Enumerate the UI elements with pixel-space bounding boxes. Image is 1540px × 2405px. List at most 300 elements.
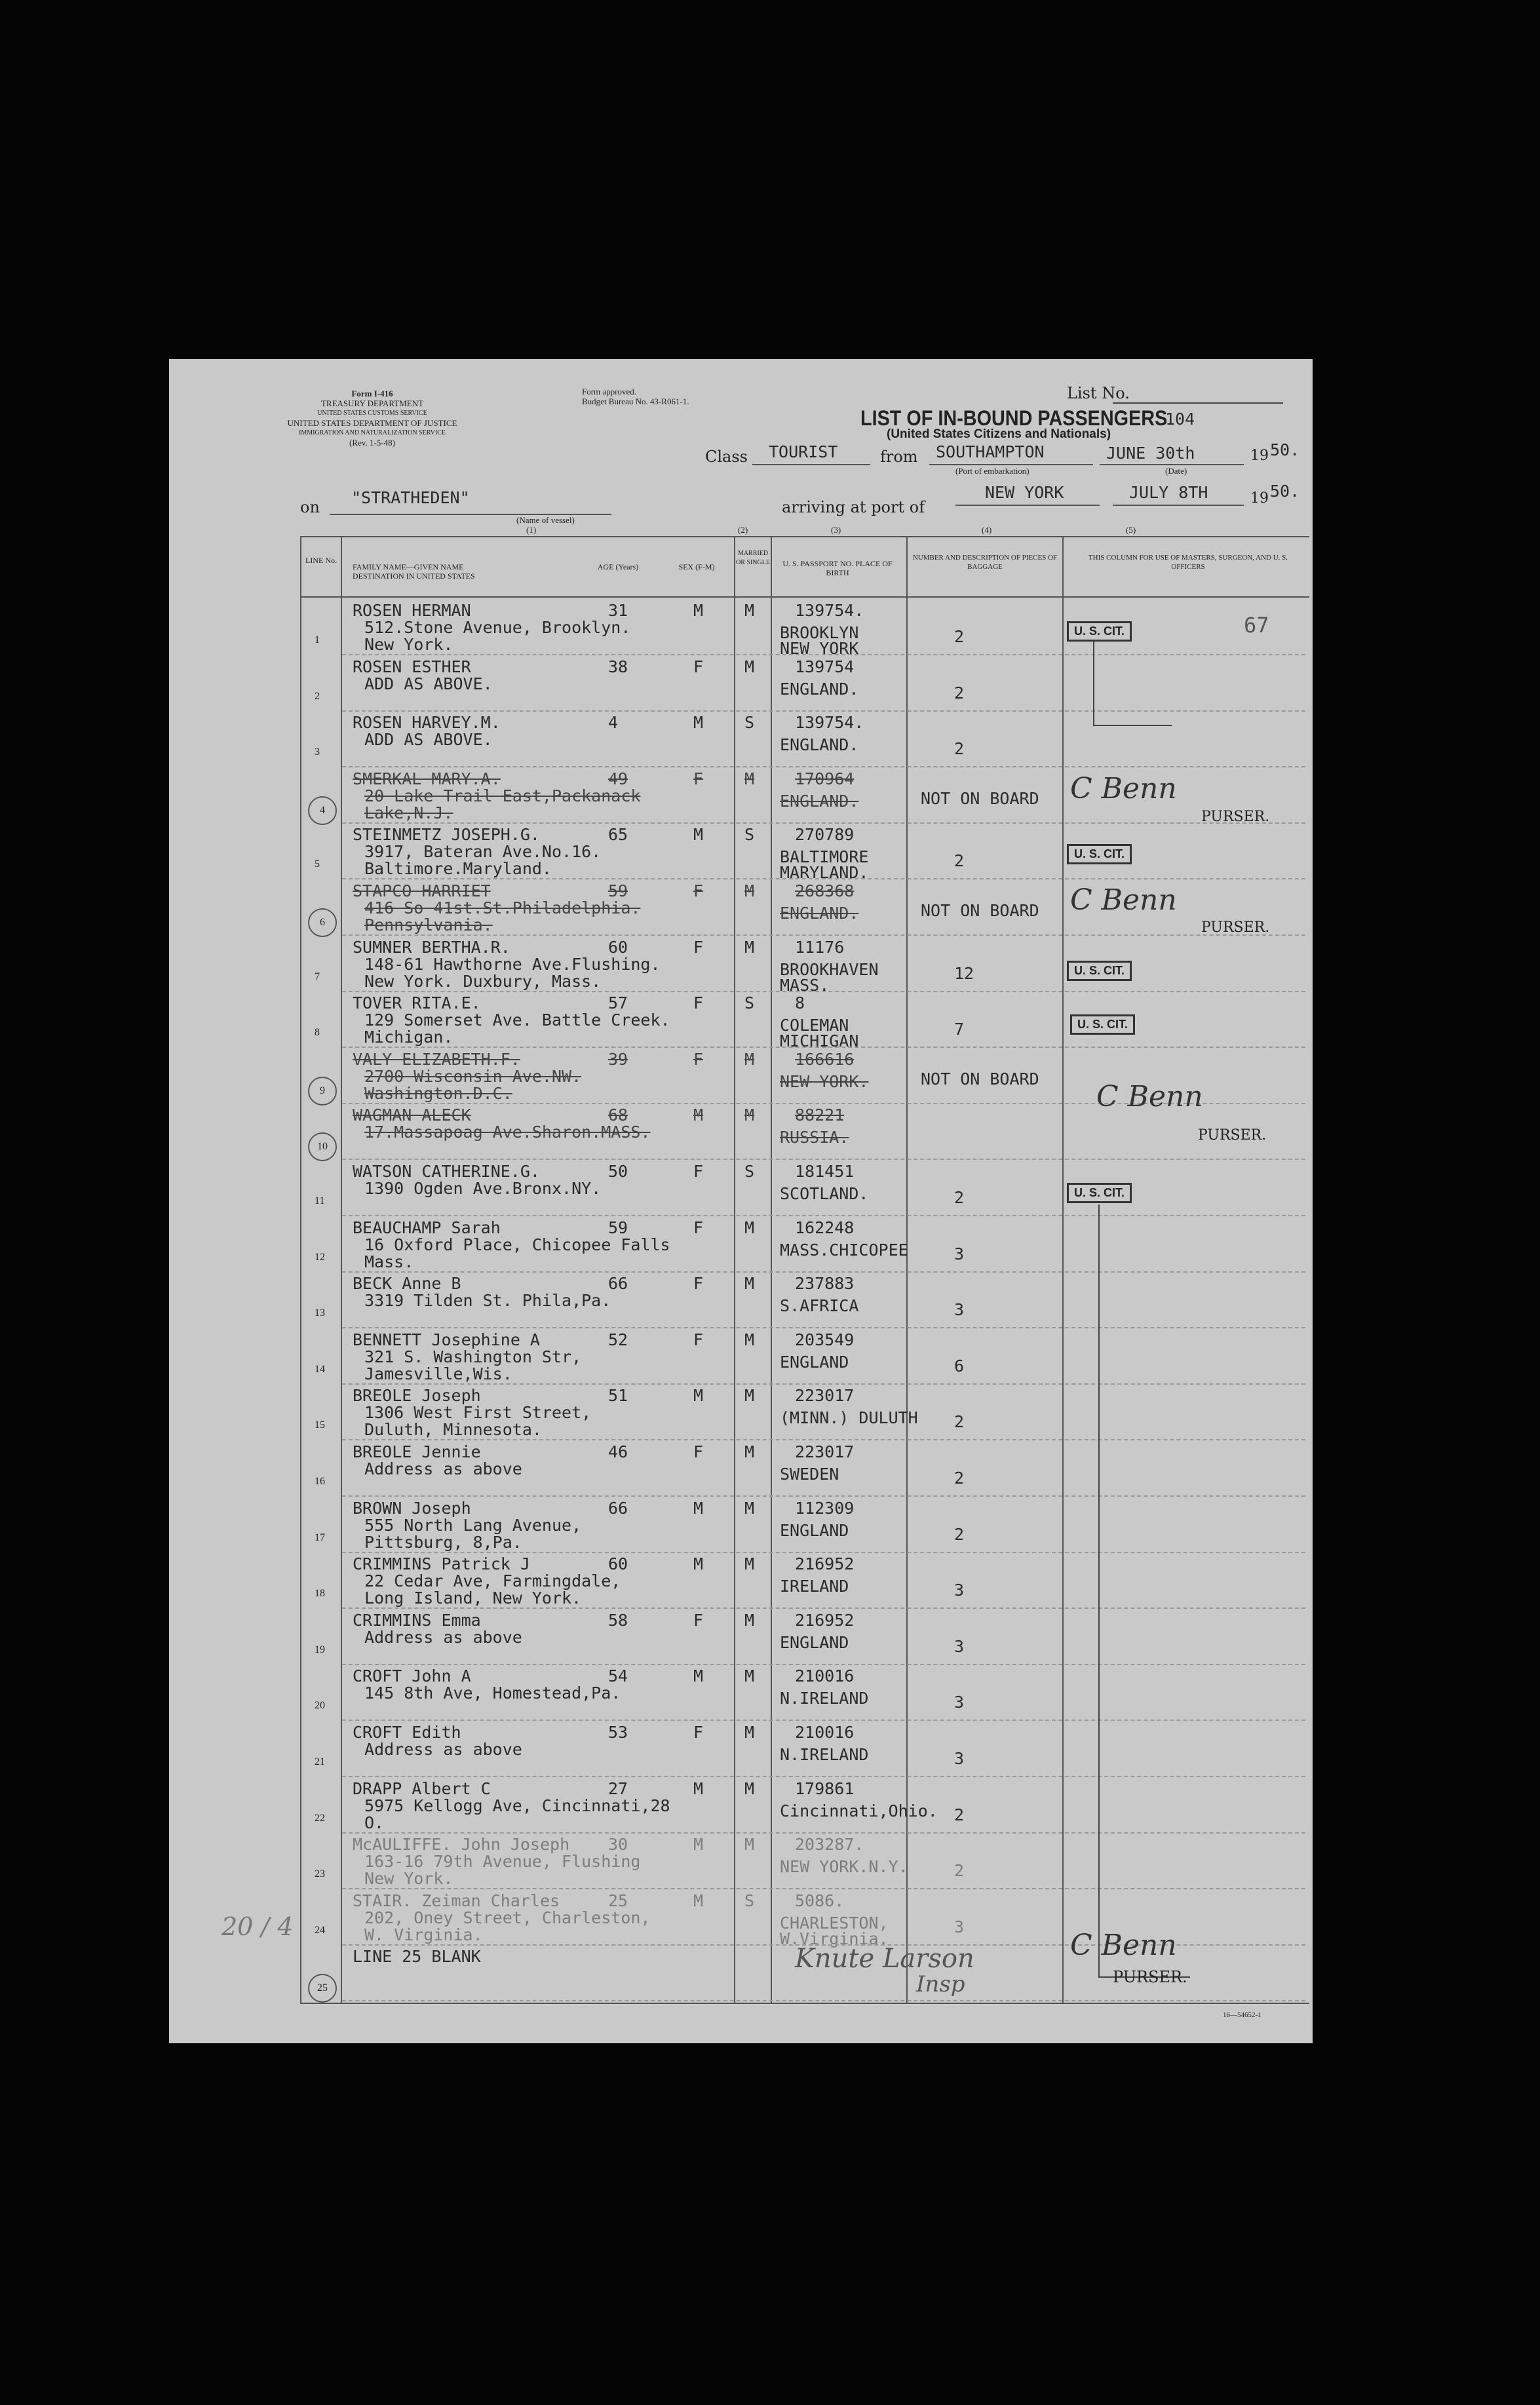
embark-underline — [929, 464, 1093, 465]
purser-label: PURSER. — [1113, 1968, 1187, 1986]
address-line-2: Long Island, New York. — [364, 1588, 582, 1607]
baggage: 3 — [954, 1693, 965, 1712]
row-rule — [342, 710, 1305, 712]
passenger-sex: F — [693, 1442, 704, 1461]
passenger-name: BROWN Joseph — [353, 1499, 471, 1518]
row-rule — [342, 1159, 1305, 1160]
passport-number: 270789 — [795, 825, 855, 844]
passenger-sex: M — [693, 1779, 704, 1798]
date-underline — [1100, 464, 1244, 465]
passport-number: 223017 — [795, 1386, 855, 1405]
passenger-age: 57 — [608, 993, 628, 1012]
passenger-age: 54 — [608, 1666, 628, 1685]
passport-number: 216952 — [795, 1611, 855, 1630]
birth-place: MASS.CHICOPEE — [780, 1241, 908, 1260]
line-number: 13 — [315, 1307, 325, 1318]
embark-caption: (Port of embarkation) — [955, 466, 1030, 476]
address-line-1: 148-61 Hawthorne Ave.Flushing. — [364, 955, 661, 974]
passenger-name: ROSEN ESTHER — [353, 657, 471, 676]
passport-number: 210016 — [795, 1666, 855, 1685]
bracket-line — [1093, 725, 1172, 726]
address-line-2: Mass. — [364, 1252, 414, 1271]
baggage: 2 — [954, 1861, 965, 1880]
row-rule — [342, 1495, 1305, 1497]
birth-place: N.IRELAND — [780, 1745, 869, 1764]
birth-place-2: MICHIGAN — [780, 1031, 859, 1050]
col-divider — [300, 536, 301, 2004]
row-rule — [342, 934, 1305, 936]
col-divider — [906, 536, 908, 2004]
address-line-1: 555 North Lang Avenue, — [364, 1516, 582, 1535]
passport-number: 88221 — [795, 1106, 845, 1125]
date-arrive: JULY 8TH — [1129, 483, 1208, 502]
baggage: 3 — [954, 1581, 965, 1600]
passport-number: 179861 — [795, 1779, 855, 1798]
passenger-name: CRIMMINS Patrick J — [353, 1554, 530, 1573]
header-sex: SEX (F-M) — [678, 562, 715, 571]
table-top-rule — [300, 536, 1309, 537]
address-line-2: Pittsburg, 8,Pa. — [364, 1533, 522, 1552]
passenger-sex: M — [693, 825, 704, 844]
continuation-line — [1098, 1204, 1100, 1978]
us-cit-stamp: U. S. CIT. — [1070, 1014, 1135, 1035]
marital-status: M — [744, 1218, 755, 1237]
address-line-1: 145 8th Ave, Homestead,Pa. — [364, 1684, 621, 1703]
form-ins: IMMIGRATION AND NATURALIZATION SERVICE — [299, 429, 446, 436]
row-rule — [342, 822, 1305, 824]
us-cit-stamp: U. S. CIT. — [1067, 621, 1132, 642]
passenger-name: VALY ELIZABETH.F. — [353, 1050, 520, 1069]
passenger-sex: M — [693, 1835, 704, 1854]
birth-place: BROOKHAVEN — [780, 960, 879, 979]
list-no-label: List No. — [1067, 384, 1130, 402]
port-embarkation: SOUTHAMPTON — [936, 442, 1045, 461]
birth-place: NEW YORK. — [780, 1072, 869, 1091]
passenger-age: 50 — [608, 1162, 628, 1181]
passenger-name: BENNETT Josephine A — [353, 1330, 540, 1349]
birth-place-2: NEW YORK — [780, 639, 859, 658]
marital-status: M — [744, 769, 755, 788]
birth-place-2: MARYLAND. — [780, 863, 869, 882]
year-prefix-2: 19 — [1250, 490, 1269, 507]
address-line-1: Address as above — [364, 1628, 522, 1647]
passenger-sex: M — [693, 1499, 704, 1518]
baggage: 2 — [954, 1412, 965, 1431]
passenger-name: CROFT John A — [353, 1666, 471, 1685]
passenger-age: 38 — [608, 657, 628, 676]
birth-place: BROOKLYN — [780, 623, 859, 642]
line-number: 16 — [315, 1476, 325, 1487]
marital-status: M — [744, 1779, 755, 1798]
form-justice: UNITED STATES DEPARTMENT OF JUSTICE — [287, 418, 457, 428]
address-line-1: 163-16 79th Avenue, Flushing — [364, 1852, 641, 1871]
baggage: NOT ON BOARD — [921, 789, 1039, 808]
marital-status: M — [744, 881, 755, 900]
birth-place: RUSSIA. — [780, 1128, 849, 1147]
line-number: 20 — [315, 1700, 325, 1711]
passport-number: 210016 — [795, 1723, 855, 1742]
marital-status: S — [744, 713, 755, 732]
passenger-sex: M — [693, 713, 704, 732]
header-married: MARRIED OR SINGLE — [736, 550, 770, 566]
baggage: 2 — [954, 683, 965, 702]
passenger-age: 66 — [608, 1499, 628, 1518]
year-prefix: 19 — [1250, 448, 1269, 464]
birth-place: ENGLAND — [780, 1633, 849, 1652]
marital-status: S — [744, 993, 755, 1012]
passenger-name: TOVER RITA.E. — [353, 993, 481, 1012]
baggage: 12 — [954, 964, 974, 983]
passport-number: 139754. — [795, 601, 864, 620]
address-line-2: Michigan. — [364, 1028, 453, 1047]
row-rule — [342, 1832, 1305, 1834]
row-rule — [342, 1552, 1305, 1553]
passenger-sex: F — [693, 993, 704, 1012]
passport-number: 203287. — [795, 1835, 864, 1854]
baggage: NOT ON BOARD — [921, 901, 1039, 920]
birth-place: ENGLAND. — [780, 735, 859, 754]
address-line-1: 2700 Wisconsin Ave.NW. — [364, 1067, 582, 1086]
row-rule — [342, 1776, 1305, 1777]
address-line-2: Baltimore.Maryland. — [364, 859, 552, 878]
form-block — [274, 389, 471, 448]
col-index-5: (5) — [1126, 525, 1136, 535]
line-number: 19 — [315, 1644, 325, 1655]
line-number: 14 — [315, 1364, 325, 1375]
marital-status: M — [744, 601, 755, 620]
passenger-sex: F — [693, 1218, 704, 1237]
passport-number: 112309 — [795, 1499, 855, 1518]
passenger-name: ROSEN HARVEY.M. — [353, 713, 501, 732]
address-line-1: 16 Oxford Place, Chicopee Falls — [364, 1235, 670, 1254]
address-line-2: O. — [364, 1813, 385, 1832]
year-depart: 50. — [1270, 440, 1300, 459]
col-divider — [734, 536, 735, 2004]
line-number: 12 — [315, 1252, 325, 1263]
birth-place: Cincinnati,Ohio. — [780, 1801, 938, 1820]
address-line-1: 1306 West First Street, — [364, 1403, 592, 1422]
table-bottom-rule — [300, 2003, 1309, 2004]
passenger-name: CRIMMINS Emma — [353, 1611, 481, 1630]
baggage: 2 — [954, 1805, 965, 1824]
passenger-name: BEAUCHAMP Sarah — [353, 1218, 501, 1237]
passenger-age: 39 — [608, 1050, 628, 1069]
passenger-name: CROFT Edith — [353, 1723, 461, 1742]
passenger-age: 51 — [608, 1386, 628, 1405]
baggage: 6 — [954, 1356, 965, 1376]
address-line-1: 416 So 41st.St.Philadelphia. — [364, 898, 641, 917]
passenger-sex: M — [693, 1386, 704, 1405]
birth-place: N.IRELAND — [780, 1689, 869, 1708]
header-age: AGE (Years) — [597, 562, 639, 571]
address-line-1: 3917, Bateran Ave.No.16. — [364, 842, 602, 861]
passport-number: 237883 — [795, 1274, 855, 1293]
passenger-age: 53 — [608, 1723, 628, 1742]
list-number: 104 — [1165, 410, 1195, 429]
page-subtitle: (United States Citizens and Nationals) — [887, 427, 1111, 441]
passenger-age: 59 — [608, 881, 628, 900]
address-line-2: Jamesville,Wis. — [364, 1364, 512, 1383]
passport-number: 216952 — [795, 1554, 855, 1573]
row-rule — [342, 1327, 1305, 1328]
arrive-date-underline — [1113, 505, 1244, 506]
passenger-age: 4 — [608, 713, 619, 732]
passenger-age: 58 — [608, 1611, 628, 1630]
purser-signature: C Benn — [1070, 883, 1177, 917]
passenger-age: 30 — [608, 1835, 628, 1854]
row-rule — [342, 1720, 1305, 1721]
passenger-age: 49 — [608, 769, 628, 788]
passport-number: 139754 — [795, 657, 855, 676]
baggage: 7 — [954, 1020, 965, 1039]
line-number: 5 — [315, 858, 320, 870]
address-line-2: W. Virginia. — [364, 1925, 483, 1944]
line-number: 3 — [315, 746, 320, 758]
line-number: 11 — [315, 1195, 325, 1206]
passenger-sex: F — [693, 1330, 704, 1349]
arriving-label: arriving at port of — [782, 498, 925, 516]
row-rule — [342, 1439, 1305, 1440]
passenger-age: 52 — [608, 1330, 628, 1349]
row-rule — [342, 1047, 1305, 1048]
col-index-1: (1) — [526, 525, 537, 535]
year-arrive: 50. — [1270, 482, 1300, 501]
birth-place: COLEMAN — [780, 1016, 849, 1035]
row-rule — [342, 654, 1305, 655]
header-name: FAMILY NAME—GIVEN NAME DESTINATION IN UNITED STATES — [353, 562, 475, 581]
header-baggage: NUMBER AND DESCRIPTION OF PIECES OF BAGGAGE — [912, 554, 1058, 571]
address-line-1: 20 Lake Trail East,Packanack — [364, 786, 641, 805]
page-title: LIST OF IN-BOUND PASSENGERS — [860, 406, 1168, 430]
passport-number: 139754. — [795, 713, 864, 732]
us-cit-stamp: U. S. CIT. — [1067, 961, 1132, 981]
row-rule — [342, 2000, 1305, 2001]
line-number: 21 — [315, 1756, 325, 1767]
inspector-signature: Knute Larson — [795, 1944, 974, 1974]
birth-place: SCOTLAND. — [780, 1184, 869, 1203]
passenger-sex: F — [693, 1162, 704, 1181]
col-divider — [1062, 536, 1064, 2004]
class-value: TOURIST — [769, 442, 838, 461]
baggage: 2 — [954, 627, 965, 646]
col-index-3: (3) — [831, 525, 841, 535]
marital-status: S — [744, 825, 755, 844]
col-index-4: (4) — [982, 525, 992, 535]
baggage: 2 — [954, 1188, 965, 1207]
purser-signature: C Benn — [1070, 1929, 1177, 1962]
passenger-sex: F — [693, 1050, 704, 1069]
address-line-1: 129 Somerset Ave. Battle Creek. — [364, 1010, 670, 1029]
address-line-2: Duluth, Minnesota. — [364, 1420, 542, 1439]
passenger-age: 60 — [608, 938, 628, 957]
address-line-2: New York. — [364, 635, 453, 654]
on-label: on — [300, 498, 320, 516]
passenger-age: 68 — [608, 1106, 628, 1125]
passenger-sex: M — [693, 1554, 704, 1573]
date-depart: JUNE 30th — [1106, 444, 1195, 463]
baggage: 2 — [954, 1525, 965, 1544]
purser-label: PURSER. — [1198, 1127, 1267, 1144]
birth-place: ENGLAND — [780, 1521, 849, 1540]
address-line-2: Pennsylvania. — [364, 915, 493, 934]
birth-place-2: MASS. — [780, 976, 830, 995]
header-officers: THIS COLUMN FOR USE OF MASTERS, SURGEON, AND U. S. OFFICERS — [1088, 554, 1288, 571]
line-number: 6 — [308, 908, 337, 937]
passenger-age: 46 — [608, 1442, 628, 1461]
marital-status: M — [744, 1499, 755, 1518]
form-rev: (Rev. 1-5-48) — [349, 438, 395, 448]
approval-block — [582, 387, 689, 406]
line-number: 23 — [315, 1868, 325, 1879]
passport-number: 11176 — [795, 938, 845, 957]
address-line-1: Address as above — [364, 1740, 522, 1759]
row-rule — [342, 1664, 1305, 1665]
address-line-1: 1390 Ogden Ave.Bronx.NY. — [364, 1179, 602, 1198]
bracket-line — [1093, 641, 1094, 726]
line-number: 25 — [308, 1974, 337, 2003]
address-line-1: 3319 Tilden St. Phila,Pa. — [364, 1291, 611, 1310]
line-number: 9 — [308, 1077, 337, 1106]
class-underline — [752, 464, 870, 465]
passenger-name: McAULIFFE. John Joseph — [353, 1835, 570, 1854]
passport-number: 166616 — [795, 1050, 855, 1069]
row-rule — [342, 1215, 1305, 1216]
passenger-sex: M — [693, 1891, 704, 1910]
address-line-2: Lake,N.J. — [364, 803, 453, 822]
line-number: 24 — [315, 1925, 325, 1936]
passenger-sex: F — [693, 769, 704, 788]
passenger-sex: M — [693, 1106, 704, 1125]
col-index-2: (2) — [738, 525, 748, 535]
birth-place: ENGLAND. — [780, 792, 859, 811]
address-line-2: Washington.D.C. — [364, 1084, 512, 1103]
passenger-age: 66 — [608, 1274, 628, 1293]
passenger-name: BREOLE Joseph — [353, 1386, 481, 1405]
col-divider — [341, 536, 342, 2004]
marital-status: M — [744, 1442, 755, 1461]
passport-number: 181451 — [795, 1162, 855, 1181]
address-line-1: 5975 Kellogg Ave, Cincinnati,28 — [364, 1796, 670, 1815]
baggage: 3 — [954, 1244, 965, 1263]
address-line-1: 22 Cedar Ave, Farmingdale, — [364, 1571, 621, 1590]
line-number: 7 — [315, 971, 320, 982]
marital-status: S — [744, 1162, 755, 1181]
marital-status: M — [744, 1330, 755, 1349]
row-rule — [342, 878, 1305, 879]
passenger-name: ROSEN HERMAN — [353, 601, 471, 620]
passenger-age: 60 — [608, 1554, 628, 1573]
line-number: 18 — [315, 1588, 325, 1599]
form-customs: UNITED STATES CUSTOMS SERVICE — [317, 410, 427, 417]
address-line-1: 202, Oney Street, Charleston, — [364, 1908, 651, 1927]
row-rule — [342, 1271, 1305, 1273]
passenger-age: 65 — [608, 825, 628, 844]
class-label: Class — [705, 448, 748, 466]
address-line-1: ADD AS ABOVE. — [364, 730, 493, 749]
address-line-2: New York. — [364, 1869, 453, 1888]
row-rule — [342, 766, 1305, 767]
vessel-caption: (Name of vessel) — [516, 515, 575, 525]
passport-number: 170964 — [795, 769, 855, 788]
birth-place: ENGLAND — [780, 1353, 849, 1372]
marital-status: M — [744, 938, 755, 957]
passenger-sex: F — [693, 1723, 704, 1742]
us-cit-stamp: U. S. CIT. — [1067, 844, 1132, 864]
marital-status: M — [744, 1666, 755, 1685]
marital-status: M — [744, 657, 755, 676]
purser-label: PURSER. — [1201, 919, 1270, 936]
birth-place: CHARLESTON, — [780, 1914, 889, 1933]
purser-signature: C Benn — [1070, 772, 1177, 805]
line-number: 15 — [315, 1419, 325, 1431]
purser-label: PURSER. — [1201, 809, 1270, 825]
form-treasury: TREASURY DEPARTMENT — [320, 398, 424, 408]
passenger-sex: M — [693, 601, 704, 620]
line-number: 1 — [315, 634, 320, 645]
marital-status: M — [744, 1106, 755, 1125]
port-arrival: NEW YORK — [985, 483, 1064, 502]
passenger-age: 31 — [608, 601, 628, 620]
passenger-age: 59 — [608, 1218, 628, 1237]
birth-place: ENGLAND. — [780, 904, 859, 923]
manifest-page — [169, 359, 1313, 2043]
birth-place: NEW YORK.N.Y. — [780, 1857, 908, 1876]
marital-status: M — [744, 1386, 755, 1405]
passport-number: 162248 — [795, 1218, 855, 1237]
line-number: 22 — [315, 1813, 325, 1824]
marital-status: M — [744, 1554, 755, 1573]
passenger-name: STEINMETZ JOSEPH.G. — [353, 825, 540, 844]
line-number: 8 — [315, 1027, 320, 1038]
passport-number: 8 — [795, 993, 805, 1012]
margin-note: 20 / 4 — [221, 1912, 294, 1941]
inspector-title: Insp — [916, 1971, 965, 1997]
purser-signature: C Benn — [1096, 1080, 1203, 1113]
passenger-name: WATSON CATHERINE.G. — [353, 1162, 540, 1181]
passenger-name: BECK Anne B — [353, 1274, 461, 1293]
birth-place: ENGLAND. — [780, 680, 859, 699]
baggage: 3 — [954, 1749, 965, 1768]
passenger-sex: M — [693, 1666, 704, 1685]
address-line-1: ADD AS ABOVE. — [364, 674, 493, 693]
passport-number: 203549 — [795, 1330, 855, 1349]
passenger-name: BREOLE Jennie — [353, 1442, 481, 1461]
form-number: Form I-416 — [351, 389, 393, 398]
passenger-name: STAIR. Zeiman Charles — [353, 1891, 560, 1910]
budget-line: Budget Bureau No. 43-R061-1. — [582, 396, 689, 406]
table-header-rule — [300, 596, 1309, 598]
col-divider — [771, 536, 772, 2004]
baggage: 2 — [954, 1469, 965, 1488]
row-rule — [342, 991, 1305, 992]
passport-number: 5086. — [795, 1891, 845, 1910]
address-line-1: 17.Massapoag Ave.Sharon.MASS. — [364, 1123, 651, 1142]
birth-place: BALTIMORE — [780, 847, 869, 866]
marital-status: M — [744, 1611, 755, 1630]
marital-status: M — [744, 1723, 755, 1742]
vessel-name: "STRATHEDEN" — [351, 488, 470, 507]
passenger-sex: F — [693, 1611, 704, 1630]
baggage: 3 — [954, 1637, 965, 1656]
header-line-no: LINE No. — [305, 556, 337, 565]
address-line-1: 321 S. Washington Str, — [364, 1347, 582, 1366]
passenger-age: 25 — [608, 1891, 628, 1910]
passenger-name: SMERKAL MARY.A. — [353, 769, 501, 788]
birth-place-2: W.Virginia. — [780, 1929, 889, 1948]
marital-status: M — [744, 1050, 755, 1069]
passenger-name: STAPCO HARRIET — [353, 881, 491, 900]
baggage: 3 — [954, 1917, 965, 1936]
